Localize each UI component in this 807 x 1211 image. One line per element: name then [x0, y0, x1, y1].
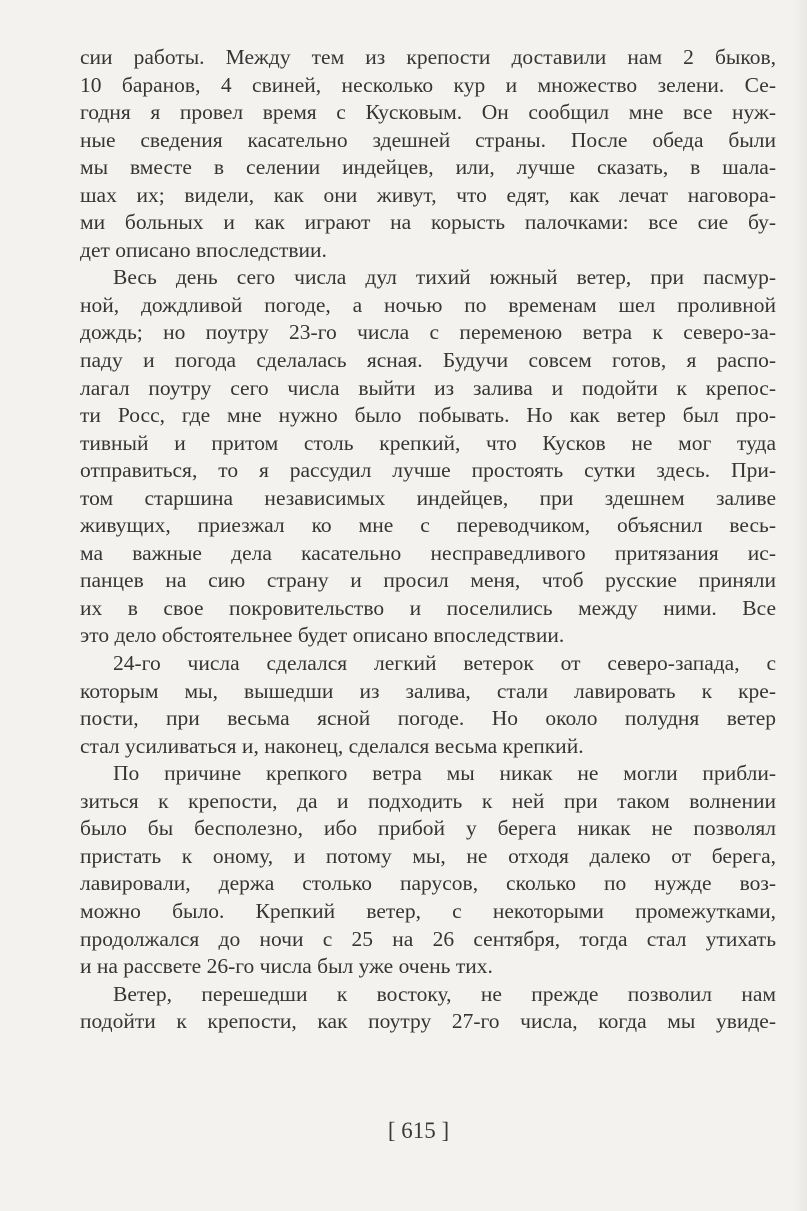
- text-line: ные сведения касательно здешней страны. После обеда были: [80, 127, 776, 152]
- text-line: было бы бесполезно, ибо прибой у берега никак не позволял: [80, 816, 776, 841]
- text-line: 10 баранов, 4 свиней, несколько кур и множество зелени. Се-: [80, 72, 776, 97]
- text-line: подойти к крепости, как поутру 27-го числа, когда мы увиде-: [80, 1009, 776, 1034]
- text-line: продолжался до ночи с 25 на 26 сентября, тогда стал утихать: [80, 926, 776, 951]
- text-line: По причине крепкого ветра мы никак не могли прибли-: [113, 761, 776, 786]
- text-line: тивный и притом столь крепкий, что Кусков не мог туда: [80, 430, 776, 455]
- text-line: ти Росс, где мне нужно было побывать. Но как ветер был про-: [80, 403, 776, 428]
- text-line: пости, при весьма ясной погоде. Но около полудня ветер: [80, 706, 776, 731]
- text-line: лагал поутру сего числа выйти из залива и подойти к крепос-: [80, 375, 776, 400]
- text-line: это дело обстоятельнее будет описано впоследствии.: [80, 623, 565, 648]
- paragraph: [80, 650, 776, 760]
- text-line: мы вместе в селении индейцев, или, лучше сказать, в шала-: [80, 155, 776, 180]
- paragraph: [80, 981, 776, 1036]
- text-line: ма важные дела касательно несправедливого притязания ис-: [80, 540, 776, 565]
- text-line: их в свое покровительство и поселились между ними. Все: [80, 595, 776, 620]
- text-line: 24-го числа сделался легкий ветерок от северо-запада, с: [113, 651, 776, 676]
- text-line: том старшина независимых индейцев, при здешнем заливе: [80, 485, 776, 510]
- text-line: ной, дождливой погоде, а ночью по временам шел проливной: [80, 292, 776, 317]
- page-edge: [793, 0, 807, 1211]
- text-line: и на рассвете 26-го числа был уже очень тих.: [80, 954, 493, 979]
- body-text: [80, 44, 776, 1036]
- text-line: паду и погода сделалась ясная. Будучи совсем готов, я распо-: [80, 348, 776, 373]
- text-line: можно было. Крепкий ветер, с некоторыми промежутками,: [80, 898, 776, 923]
- text-line: лавировали, держа столько парусов, сколько по нужде воз-: [80, 871, 776, 896]
- text-line: дет описано впоследствии.: [80, 237, 327, 262]
- paragraph: [80, 760, 776, 980]
- text-line: шах их; видели, как они живут, что едят, как лечат наговора-: [80, 182, 776, 207]
- text-line: зиться к крепости, да и подходить к ней при таком волнении: [80, 788, 776, 813]
- text-line: Ветер, перешедши к востоку, не прежде позволил нам: [113, 981, 776, 1006]
- text-line: которым мы, вышедши из залива, стали лавировать к кре-: [80, 678, 776, 703]
- text-line: ми больных и как играют на корысть палочками: все сие бу-: [80, 210, 776, 235]
- text-line: сии работы. Между тем из крепости доставили нам 2 быков,: [80, 45, 776, 69]
- text-line: пристать к оному, и потому мы, не отходя далеко от берега,: [80, 843, 776, 868]
- paragraph: [80, 264, 776, 650]
- page-number: [ 615 ]: [387, 1118, 450, 1143]
- text-line: Весь день сего числа дул тихий южный ветер, при пасмур-: [113, 265, 776, 290]
- text-line: отправиться, то я рассудил лучше простоять сутки здесь. При-: [80, 458, 776, 483]
- text-line: годня я провел время с Кусковым. Он сообщил мне все нуж-: [80, 100, 776, 125]
- paragraph: [80, 44, 776, 264]
- text-line: панцев на сию страну и просил меня, чтоб русские приняли: [80, 568, 776, 593]
- text-line: дождь; но поутру 23-го числа с переменою ветра к северо-за-: [80, 320, 776, 345]
- text-line: живущих, приезжал ко мне с переводчиком, объяснил весь-: [80, 513, 776, 538]
- text-line: стал усиливаться и, наконец, сделался весьма крепкий.: [80, 733, 584, 758]
